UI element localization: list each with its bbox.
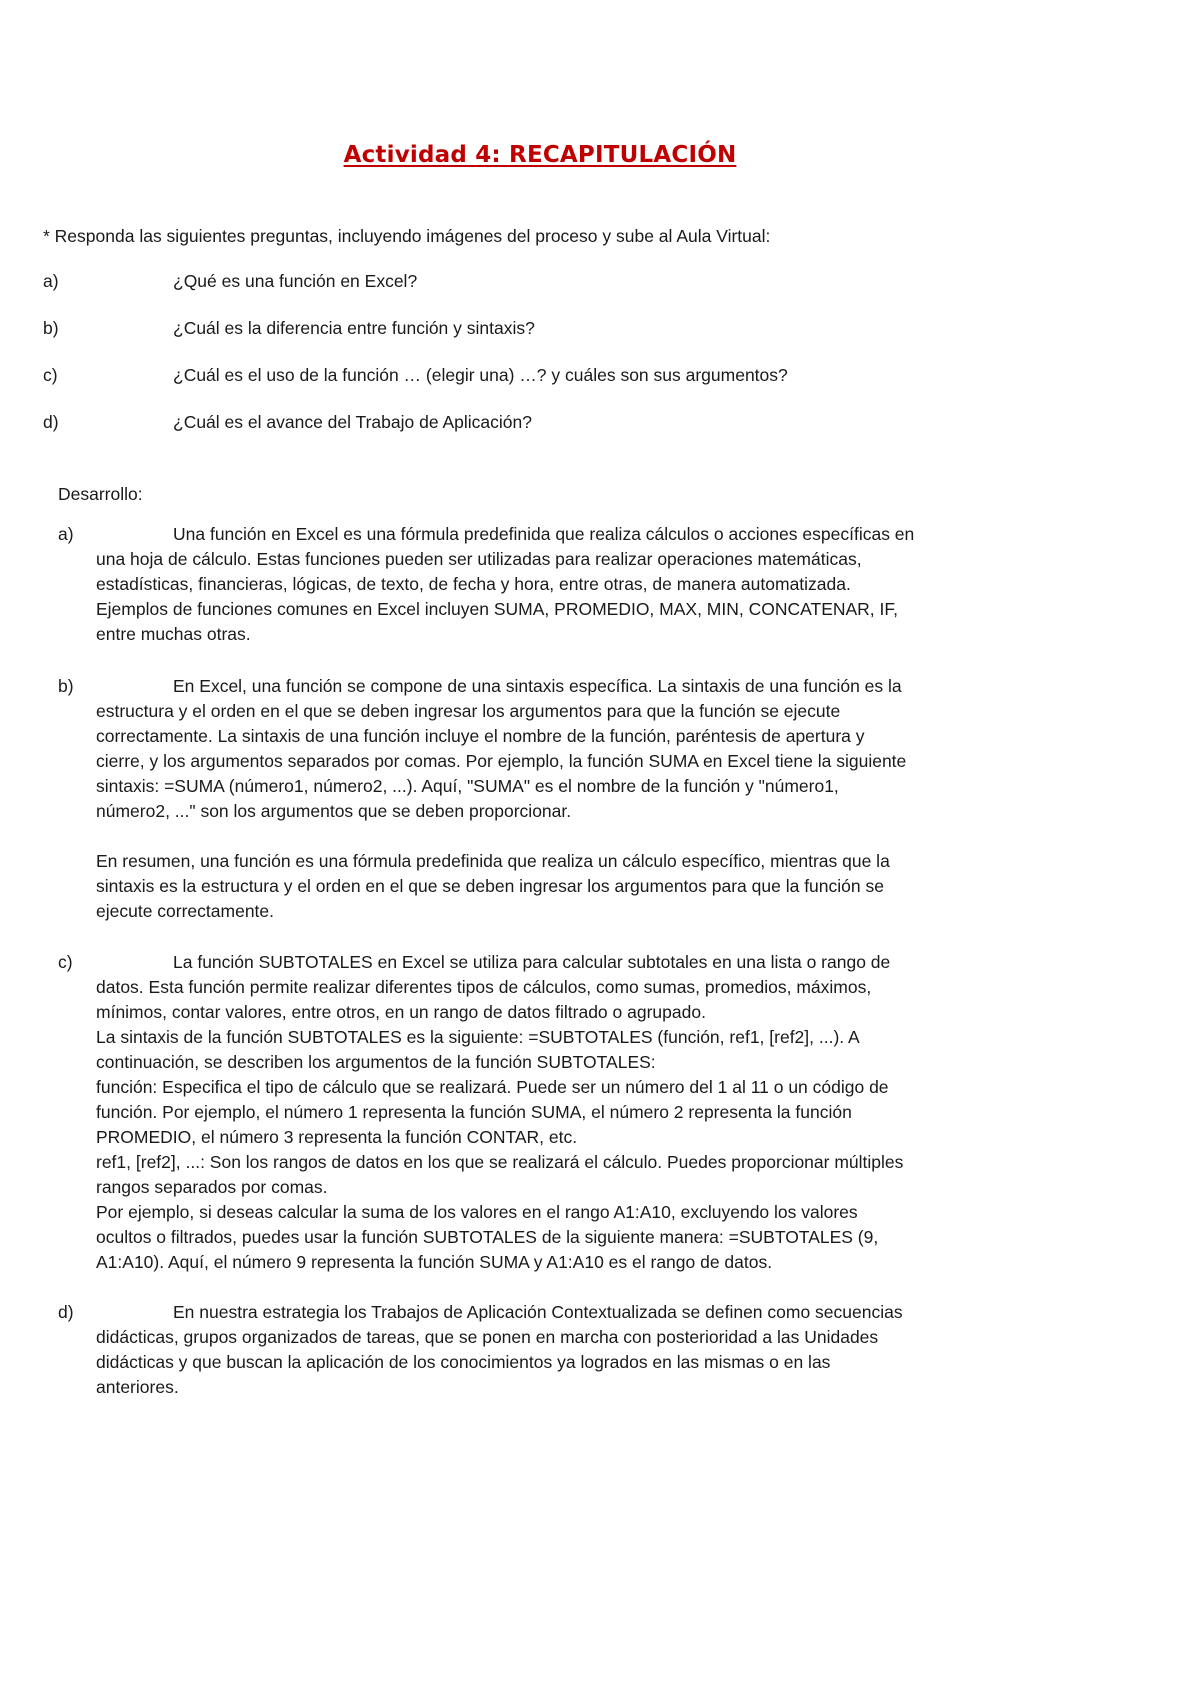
- answer-line: sintaxis es la estructura y el orden en el que se deben ingresar los argumentos para que la función se: [96, 876, 884, 896]
- answer-line: didácticas y que buscan la aplicación de los conocimientos ya logrados en las mismas o en las: [96, 1352, 831, 1372]
- question-letter: d): [43, 412, 59, 432]
- question-letter: a): [43, 271, 59, 291]
- answer-line: continuación, se describen los argumentos de la función SUBTOTALES:: [96, 1052, 656, 1072]
- answer-c: [58, 950, 1058, 1275]
- answer-line: ocultos o filtrados, puedes usar la función SUBTOTALES de la siguiente manera: =SUBTOTALES (9,: [96, 1227, 879, 1247]
- question-text: ¿Qué es una función en Excel?: [173, 271, 418, 291]
- answer-line: entre muchas otras.: [96, 624, 251, 644]
- question-text: ¿Cuál es el avance del Trabajo de Aplicación?: [173, 412, 532, 432]
- answer-line: mínimos, contar valores, entre otros, en un rango de datos filtrado o agrupado.: [96, 1002, 706, 1022]
- instruction-text: * Responda las siguientes preguntas, incluyendo imágenes del proceso y sube al Aula Virtual:: [43, 226, 771, 246]
- answer-letter: c): [58, 952, 73, 972]
- answer-line: Por ejemplo, si deseas calcular la suma de los valores en el rango A1:A10, excluyendo los valores: [96, 1202, 858, 1222]
- answer-line: PROMEDIO, el número 3 representa la función CONTAR, etc.: [96, 1127, 578, 1147]
- answer-line: rangos separados por comas.: [96, 1177, 328, 1197]
- answer-line: ejecute correctamente.: [96, 901, 275, 921]
- answer-line: número2, ..." son los argumentos que se deben proporcionar.: [96, 801, 572, 821]
- answer-line: anteriores.: [96, 1377, 179, 1397]
- answer-line: una hoja de cálculo. Estas funciones pueden ser utilizadas para realizar operaciones matemáticas,: [96, 549, 862, 569]
- answer-letter: b): [58, 676, 74, 696]
- answer-line: cierre, y los argumentos separados por comas. Por ejemplo, la función SUMA en Excel tiene la siguiente: [96, 751, 907, 771]
- answer-line: datos. Esta función permite realizar diferentes tipos de cálculos, como sumas, promedios, máximos,: [96, 977, 872, 997]
- answer-line: En nuestra estrategia los Trabajos de Aplicación Contextualizada se definen como secuencias: [173, 1302, 903, 1322]
- answer-line: Una función en Excel es una fórmula predefinida que realiza cálculos o acciones específicas en: [173, 524, 915, 544]
- answer-line: La función SUBTOTALES en Excel se utiliza para calcular subtotales en una lista o rango de: [173, 952, 891, 972]
- question-a: [43, 271, 417, 292]
- answer-line: En resumen, una función es una fórmula predefinida que realiza un cálculo específico, mientras que la: [96, 851, 890, 871]
- answer-line: función. Por ejemplo, el número 1 representa la función SUMA, el número 2 representa la función: [96, 1102, 852, 1122]
- question-text: ¿Cuál es la diferencia entre función y sintaxis?: [173, 318, 535, 338]
- answer-line: función: Especifica el tipo de cálculo que se realizará. Puede ser un número del 1 al 11 o un código de: [96, 1077, 889, 1097]
- answer-line: didácticas, grupos organizados de tareas, que se ponen en marcha con posterioridad a las Unidades: [96, 1327, 879, 1347]
- summary-paragraph: [96, 849, 1056, 924]
- answer-letter: a): [58, 524, 74, 544]
- question-b: [43, 318, 535, 339]
- question-text: ¿Cuál es el uso de la función … (elegir una) …? y cuáles son sus argumentos?: [173, 365, 788, 385]
- answer-b: [58, 674, 1058, 924]
- answer-body: [96, 950, 1056, 1275]
- question-c: [43, 365, 788, 386]
- answer-d: [58, 1300, 1058, 1400]
- answer-a: [58, 522, 1058, 647]
- answer-letter: d): [58, 1302, 74, 1322]
- question-letter: c): [43, 365, 58, 385]
- answer-line: sintaxis: =SUMA (número1, número2, ...). Aquí, "SUMA" es el nombre de la función y "número1,: [96, 776, 839, 796]
- answer-line: En Excel, una función se compone de una sintaxis específica. La sintaxis de una función es la: [173, 676, 902, 696]
- answer-line: estructura y el orden en el que se deben ingresar los argumentos para que la función se ejecute: [96, 701, 841, 721]
- question-d: [43, 412, 532, 433]
- development-heading: Desarrollo:: [58, 484, 143, 504]
- answer-body: [96, 522, 1056, 647]
- answer-line: A1:A10). Aquí, el número 9 representa la función SUMA y A1:A10 es el rango de datos.: [96, 1252, 773, 1272]
- answer-body: [96, 1300, 1056, 1400]
- answer-line: Ejemplos de funciones comunes en Excel incluyen SUMA, PROMEDIO, MAX, MIN, CONCATENAR, IF,: [96, 599, 899, 619]
- answer-body: [96, 674, 1056, 924]
- answer-line: correctamente. La sintaxis de una función incluye el nombre de la función, paréntesis de apertura y: [96, 726, 865, 746]
- answer-line: La sintaxis de la función SUBTOTALES es la siguiente: =SUBTOTALES (función, ref1, [ref2], ...). A: [96, 1027, 860, 1047]
- answer-line: ref1, [ref2], ...: Son los rangos de datos en los que se realizará el cálculo. Puedes proporcionar múltiples: [96, 1152, 904, 1172]
- document-title: Actividad 4: RECAPITULACIÓN: [343, 142, 737, 168]
- question-letter: b): [43, 318, 59, 338]
- answer-line: estadísticas, financieras, lógicas, de texto, de fecha y hora, entre otras, de manera automatizada.: [96, 574, 851, 594]
